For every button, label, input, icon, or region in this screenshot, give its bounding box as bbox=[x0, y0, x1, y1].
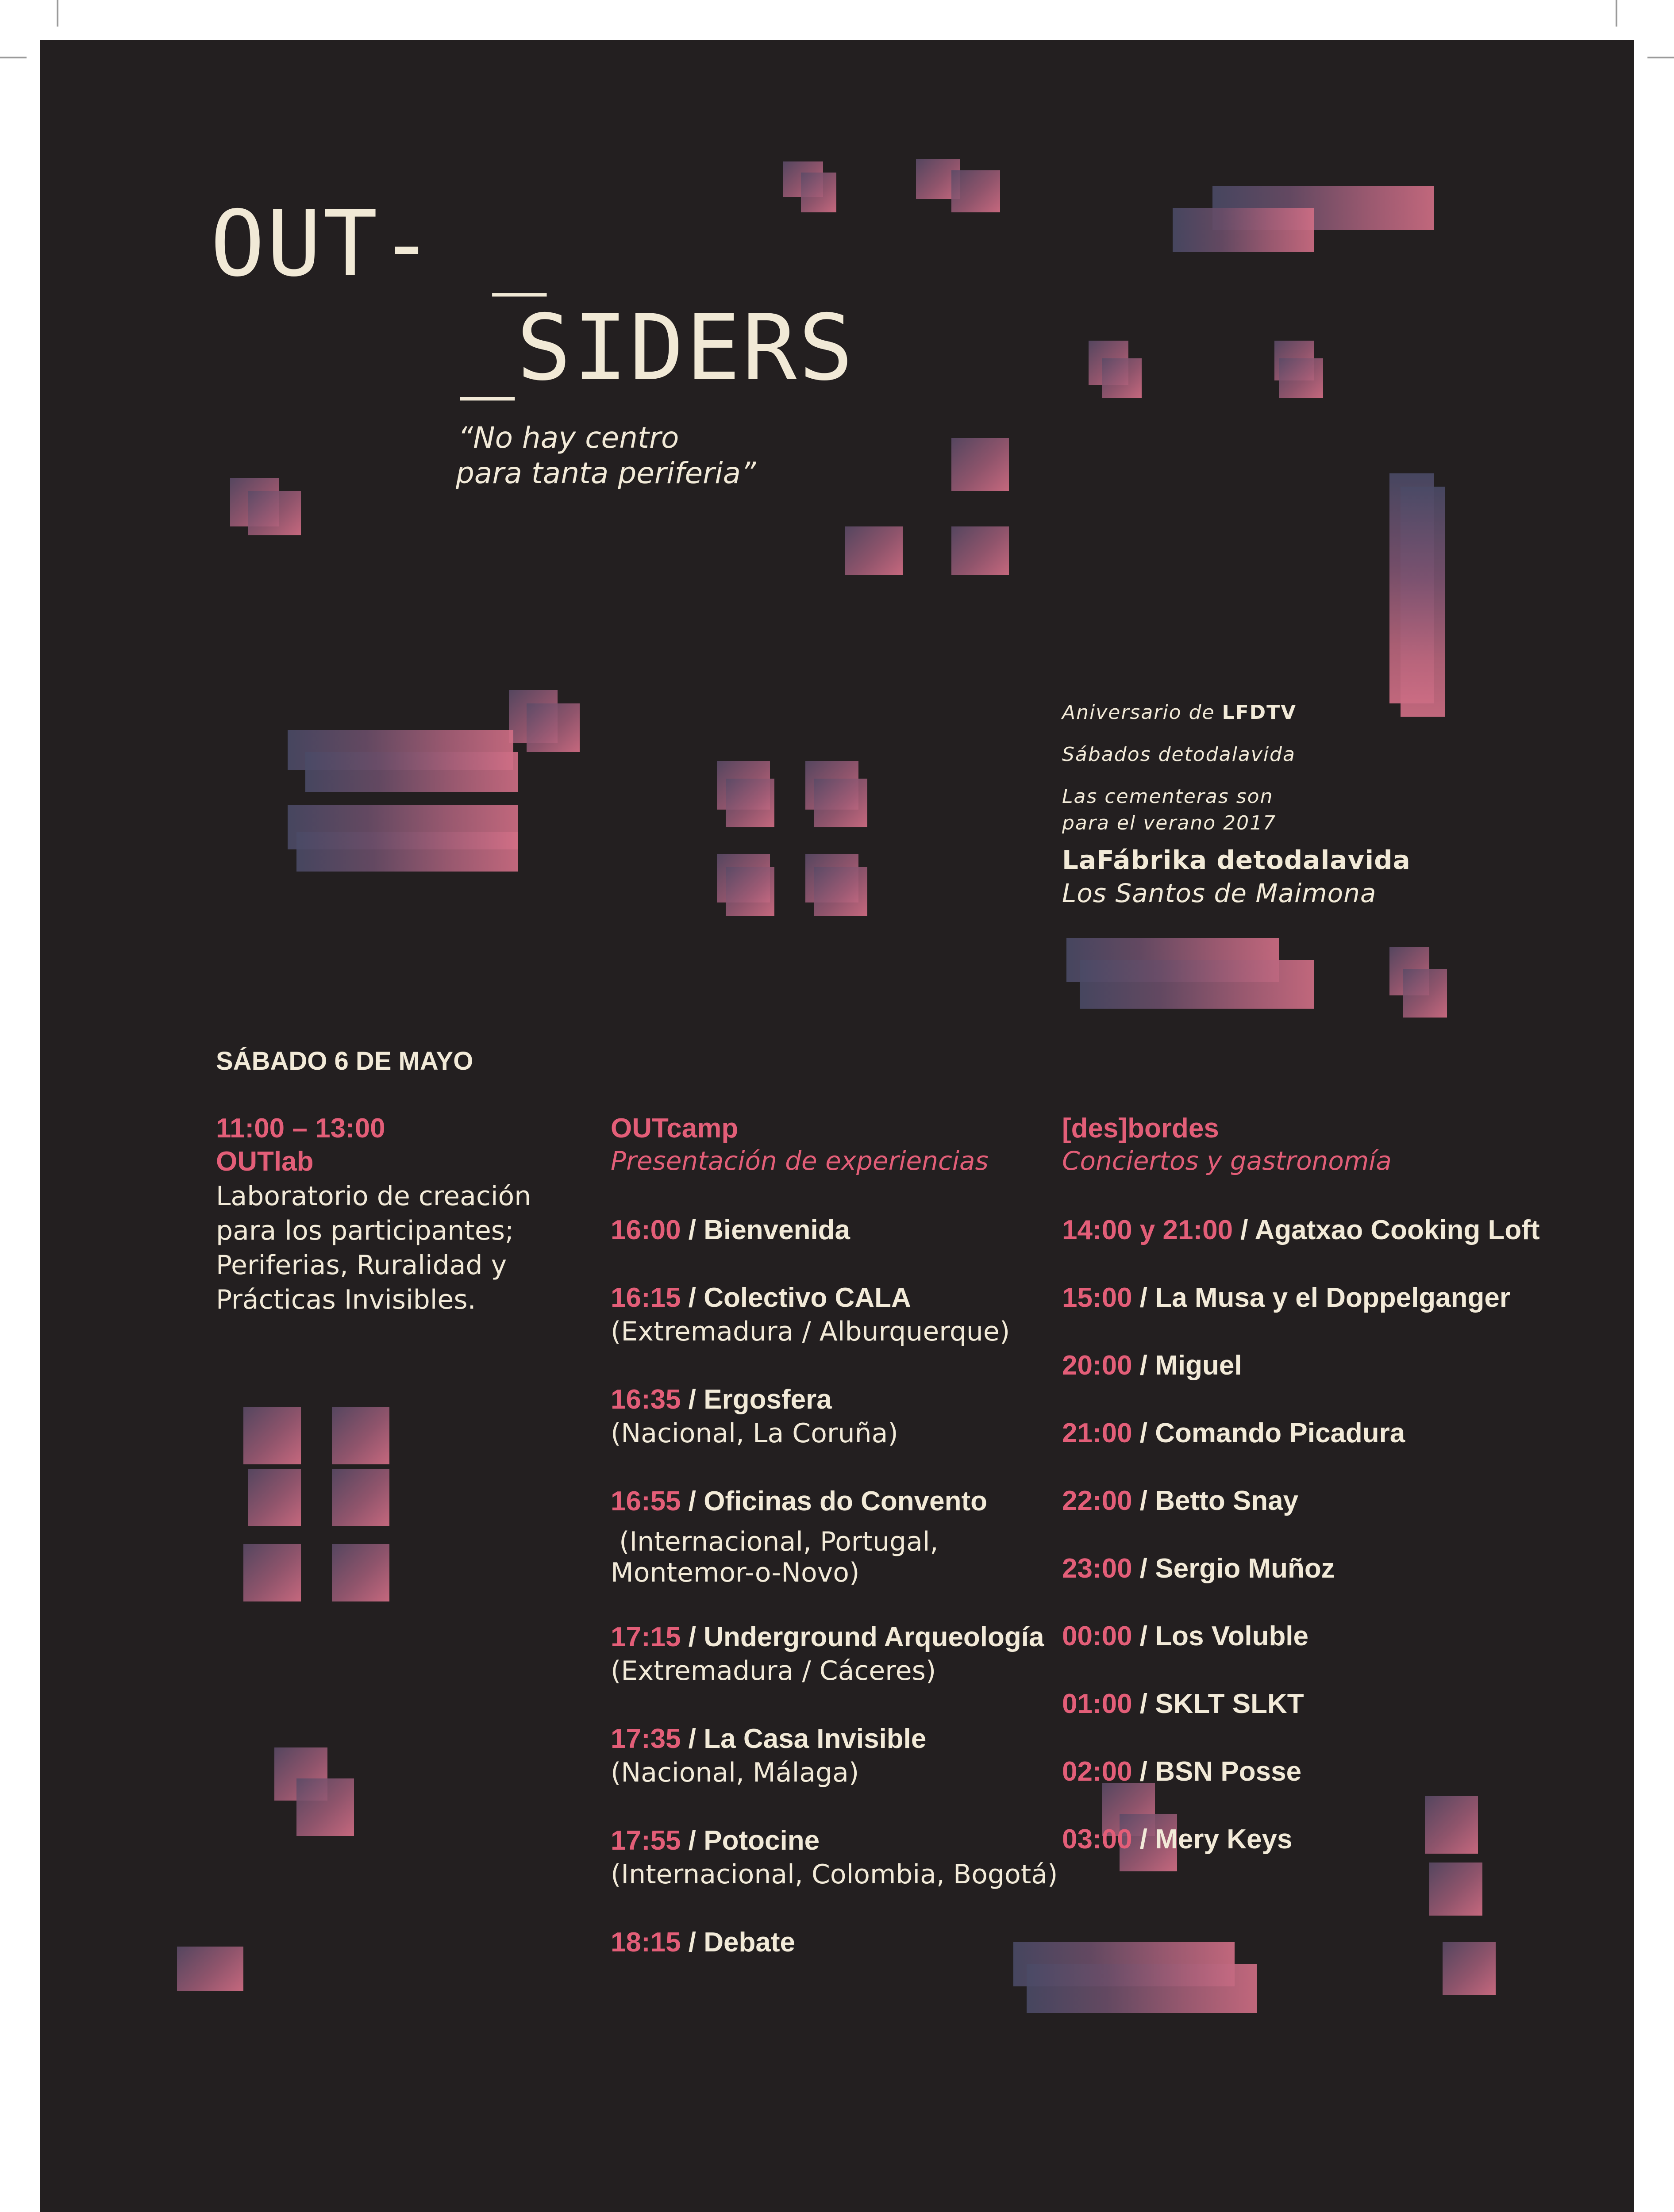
schedule-item: 18:15 / Debate bbox=[611, 1927, 796, 1958]
item-time: 17:55 bbox=[611, 1825, 681, 1856]
cementeras-line2: para el verano 2017 bbox=[1062, 812, 1277, 834]
anniversary-prefix: Aniversario de bbox=[1062, 701, 1215, 724]
concert-item: 02:00 / BSN Posse bbox=[1062, 1756, 1302, 1787]
item-name: La Casa Invisible bbox=[704, 1724, 927, 1754]
concert-item: 03:00 / Mery Keys bbox=[1062, 1824, 1293, 1855]
item-name: Mery Keys bbox=[1155, 1824, 1293, 1855]
schedule-item: 16:35 / Ergosfera bbox=[611, 1384, 832, 1415]
item-name: Underground Arqueología bbox=[704, 1622, 1044, 1652]
item-time: 16:15 bbox=[611, 1283, 681, 1313]
item-time: 17:35 bbox=[611, 1724, 681, 1754]
item-time: 15:00 bbox=[1062, 1283, 1132, 1313]
concert-item: 15:00 / La Musa y el Doppelganger bbox=[1062, 1283, 1510, 1313]
poster bbox=[40, 40, 1634, 2212]
crop-mark bbox=[1647, 57, 1674, 58]
quote-line2: para tanta periferia” bbox=[456, 456, 756, 490]
item-time: 16:00 bbox=[611, 1215, 681, 1245]
item-name: Los Voluble bbox=[1155, 1621, 1309, 1651]
item-time: 16:35 bbox=[611, 1384, 681, 1415]
item-name: Sergio Muñoz bbox=[1155, 1553, 1335, 1584]
item-location: (Internacional, Colombia, Bogotá) bbox=[611, 1859, 1058, 1890]
item-location: (Nacional, La Coruña) bbox=[611, 1418, 898, 1449]
item-location: Montemor-o-Novo) bbox=[611, 1557, 860, 1588]
item-name: Miguel bbox=[1155, 1350, 1242, 1381]
item-name: Agatxao Cooking Loft bbox=[1255, 1215, 1540, 1245]
item-time: 00:00 bbox=[1062, 1621, 1132, 1651]
anniversary-line bbox=[1062, 701, 1297, 724]
item-time: 03:00 bbox=[1062, 1824, 1132, 1855]
item-time: 22:00 bbox=[1062, 1486, 1132, 1516]
item-name: Potocine bbox=[704, 1825, 820, 1856]
concert-item: 01:00 / SKLT SLKT bbox=[1062, 1689, 1304, 1719]
concert-item: 23:00 / Sergio Muñoz bbox=[1062, 1553, 1335, 1584]
item-name: Bienvenida bbox=[704, 1215, 850, 1245]
concert-item: 00:00 / Los Voluble bbox=[1062, 1621, 1309, 1651]
item-name: Comando Picadura bbox=[1155, 1418, 1405, 1448]
outlab-desc-line: Prácticas Invisibles. bbox=[216, 1284, 476, 1315]
cementeras-line1: Las cementeras son bbox=[1062, 785, 1274, 808]
item-location: (Extremadura / Alburquerque) bbox=[611, 1316, 1010, 1347]
item-time: 17:15 bbox=[611, 1622, 681, 1652]
outcamp-subtitle: Presentación de experiencias bbox=[611, 1146, 989, 1176]
item-location: (Extremadura / Cáceres) bbox=[611, 1655, 936, 1686]
concert-item: 14:00 y 21:00 / Agatxao Cooking Loft bbox=[1062, 1215, 1540, 1245]
schedule-item: 16:00 / Bienvenida bbox=[611, 1215, 850, 1245]
schedule-item: 16:15 / Colectivo CALA bbox=[611, 1283, 911, 1313]
item-name: Ergosfera bbox=[704, 1384, 832, 1415]
concert-item: 21:00 / Comando Picadura bbox=[1062, 1418, 1405, 1448]
crop-mark bbox=[1616, 0, 1617, 27]
item-time: 16:55 bbox=[611, 1486, 681, 1517]
item-time: 23:00 bbox=[1062, 1553, 1132, 1584]
desbordes-title: [des]bordes bbox=[1062, 1113, 1219, 1144]
item-name: Oficinas do Convento bbox=[704, 1486, 987, 1517]
outcamp-title: OUTcamp bbox=[611, 1113, 739, 1144]
item-time: 20:00 bbox=[1062, 1350, 1132, 1381]
poster-title-line1: OUT- _ bbox=[210, 192, 549, 297]
schedule-item: 17:55 / Potocine bbox=[611, 1825, 820, 1856]
item-name: La Musa y el Doppelganger bbox=[1155, 1283, 1510, 1313]
item-name: SKLT SLKT bbox=[1155, 1689, 1304, 1719]
crop-mark bbox=[57, 0, 58, 27]
schedule-item: 17:35 / La Casa Invisible bbox=[611, 1724, 927, 1754]
schedule-item: 17:15 / Underground Arqueología bbox=[611, 1622, 1044, 1652]
schedule-item: 16:55 / Oficinas do Convento bbox=[611, 1486, 987, 1517]
concert-item: 20:00 / Miguel bbox=[1062, 1350, 1242, 1381]
venue-place: Los Santos de Maimona bbox=[1062, 878, 1377, 908]
outlab-time: 11:00 – 13:00 bbox=[216, 1113, 385, 1144]
item-name: Debate bbox=[704, 1927, 796, 1958]
event-date: SÁBADO 6 DE MAYO bbox=[216, 1047, 473, 1075]
item-time: 21:00 bbox=[1062, 1418, 1132, 1448]
item-time: 01:00 bbox=[1062, 1689, 1132, 1719]
item-name: Betto Snay bbox=[1155, 1486, 1299, 1516]
item-location: (Internacional, Portugal, bbox=[611, 1526, 939, 1557]
item-name: Colectivo CALA bbox=[704, 1283, 911, 1313]
item-time: 02:00 bbox=[1062, 1756, 1132, 1787]
item-name: BSN Posse bbox=[1155, 1756, 1302, 1787]
quote-line1: “No hay centro bbox=[458, 421, 679, 455]
sabados-line: Sábados detodalavida bbox=[1062, 743, 1296, 766]
crop-mark bbox=[0, 57, 27, 58]
outlab-desc-line: para los participantes; bbox=[216, 1215, 514, 1246]
outlab-desc-line: Laboratorio de creación bbox=[216, 1181, 531, 1212]
item-time: 18:15 bbox=[611, 1927, 681, 1958]
item-location: (Nacional, Málaga) bbox=[611, 1757, 859, 1788]
desbordes-subtitle: Conciertos y gastronomía bbox=[1062, 1146, 1392, 1176]
poster-title-line2: _SIDERS bbox=[460, 296, 855, 401]
outlab-desc-line: Periferias, Ruralidad y bbox=[216, 1250, 507, 1281]
outlab-title: OUTlab bbox=[216, 1146, 314, 1177]
item-time: 14:00 y 21:00 bbox=[1062, 1215, 1233, 1245]
concert-item: 22:00 / Betto Snay bbox=[1062, 1486, 1299, 1516]
anniversary-name: LFDTV bbox=[1222, 701, 1297, 724]
venue-name: LaFábrika detodalavida bbox=[1062, 845, 1411, 875]
